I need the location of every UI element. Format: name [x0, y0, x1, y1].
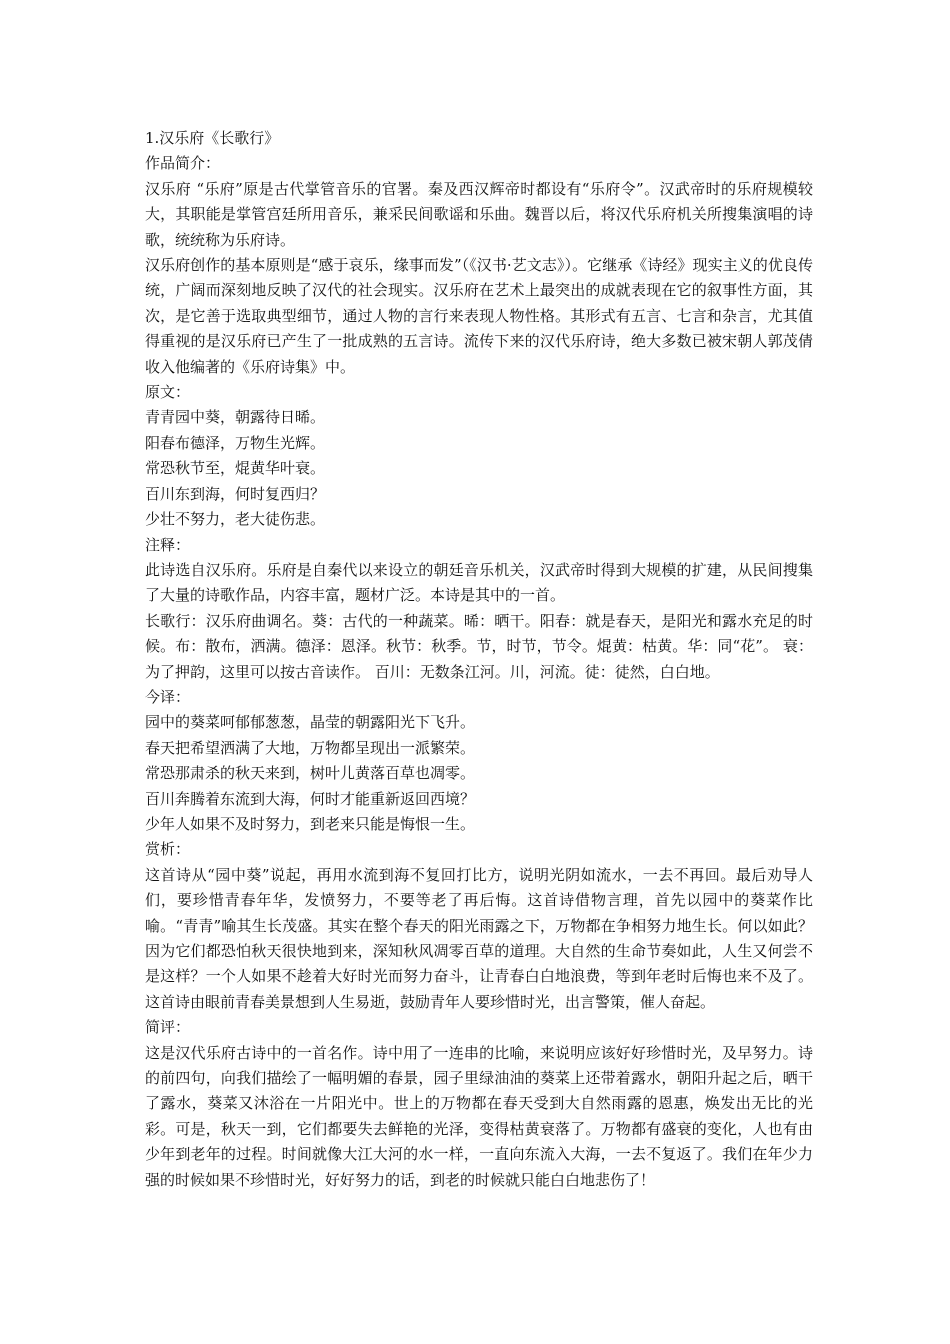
intro-paragraph: 汉乐府 “乐府”原是古代掌管音乐的官署。秦及西汉辉帝时都设有“乐府令”。汉武帝时的乐府规模较大，其职能是掌管宫廷所用音乐，兼采民间歌谣和乐曲。魏晋以后，将汉代乐府机关所搜集演唱的诗歌，统统称为乐府诗。 — [145, 179, 813, 249]
translation-line: 少年人如果不及时努力，到老来只能是悔恨一生。 — [145, 814, 476, 833]
translation-line: 园中的葵菜呵郁郁葱葱，晶莹的朝露阳光下飞升。 — [145, 713, 476, 732]
poem-line: 常恐秋节至，焜黄华叶衰。 — [145, 459, 326, 478]
notes-paragraph: 长歌行：汉乐府曲调名。葵：古代的一种蔬菜。晞：晒干。阳春：就是春天，是阳光和露水充足的时候。布：散布，洒满。德泽：恩泽。秋节：秋季。节，时节，节令。焜黄：枯黄。华：同“花”。 衰：为了押韵，这里可以按古音读作。 百川：无数条江河。川，河流。徒：徒然，白白地。 — [145, 611, 813, 681]
document-page — [145, 126, 813, 1193]
review-paragraph: 这是汉代乐府古诗中的一首名作。诗中用了一连串的比喻，来说明应该好好珍惜时光，及早努力。诗的前四句，向我们描绘了一幅明媚的春景，园子里绿油油的葵菜上还带着露水，朝阳升起之后，晒干了露水，葵菜又沐浴在一片阳光中。世上的万物都在春天受到大自然雨露的恩惠，焕发出无比的光彩。可是，秋天一到，它们都要失去鲜艳的光泽，变得枯黄衰落了。万物都有盛衰的变化，人也有由少年到老年的过程。时间就像大江大河的水一样，一直向东流入大海，一去不复返了。我们在年少力强的时候如果不珍惜时光，好好努力的话，到老的时候就只能白白地悲伤了！ — [145, 1043, 813, 1189]
document-title: 1.汉乐府《长歌行》 — [145, 129, 280, 147]
poem-line: 少壮不努力，老大徒伤悲。 — [145, 510, 326, 529]
translation-line: 常恐那肃杀的秋天来到，树叶儿黄落百草也凋零。 — [145, 764, 476, 783]
translation-line: 百川奔腾着东流到大海，何时才能重新返回西境？ — [145, 789, 476, 808]
original-label: 原文： — [145, 383, 191, 402]
poem-line: 百川东到海，何时复西归？ — [145, 484, 326, 503]
translation-label: 今译： — [145, 687, 191, 706]
poem-line: 青青园中葵，朝露待日晞。 — [145, 408, 326, 427]
appreciation-paragraph: 这首诗从“园中葵”说起，再用水流到海不复回打比方，说明光阴如流水，一去不再回。最后劝导人们，要珍惜青春年华，发愤努力，不要等老了再后悔。这首诗借物言理，首先以园中的葵菜作比喻。“青青”喻其生长茂盛。其实在整个春天的阳光雨露之下，万物都在争相努力地生长。何以如此？因为它们都恐怕秋天很快地到来，深知秋风凋零百草的道理。大自然的生命节奏如此，人生又何尝不是这样？一个人如果不趁着大好时光而努力奋斗，让青春白白地浪费，等到年老时后悔也来不及了。这首诗由眼前青春美景想到人生易逝，鼓励青年人要珍惜时光，出言警策，催人奋起。 — [145, 865, 813, 1011]
translation-line: 春天把希望洒满了大地，万物都呈现出一派繁荣。 — [145, 738, 476, 757]
appreciation-label: 赏析： — [145, 840, 191, 859]
poem-line: 阳春布德泽，万物生光辉。 — [145, 433, 326, 452]
intro-paragraph: 汉乐府创作的基本原则是“感于哀乐，缘事而发”（《汉书·艺文志》）。它继承《诗经》现实主义的优良传统，广阔而深刻地反映了汉代的社会现实。汉乐府在艺术上最突出的成就表现在它的叙事性方面，其次，是它善于选取典型细节，通过人物的言行来表现人物性格。其形式有五言、七言和杂言，尤其值得重视的是汉乐府已产生了一批成熟的五言诗。流传下来的汉代乐府诗，绝大多数已被宋朝人郭茂倩收入他编著的《乐府诗集》中。 — [145, 256, 813, 376]
notes-label: 注释： — [145, 535, 191, 554]
intro-label: 作品简介： — [145, 154, 221, 173]
notes-paragraph: 此诗选自汉乐府。乐府是自秦代以来设立的朝廷音乐机关，汉武帝时得到大规模的扩建，从民间搜集了大量的诗歌作品，内容丰富，题材广泛。本诗是其中的一首。 — [145, 560, 813, 605]
review-label: 简评： — [145, 1018, 191, 1037]
